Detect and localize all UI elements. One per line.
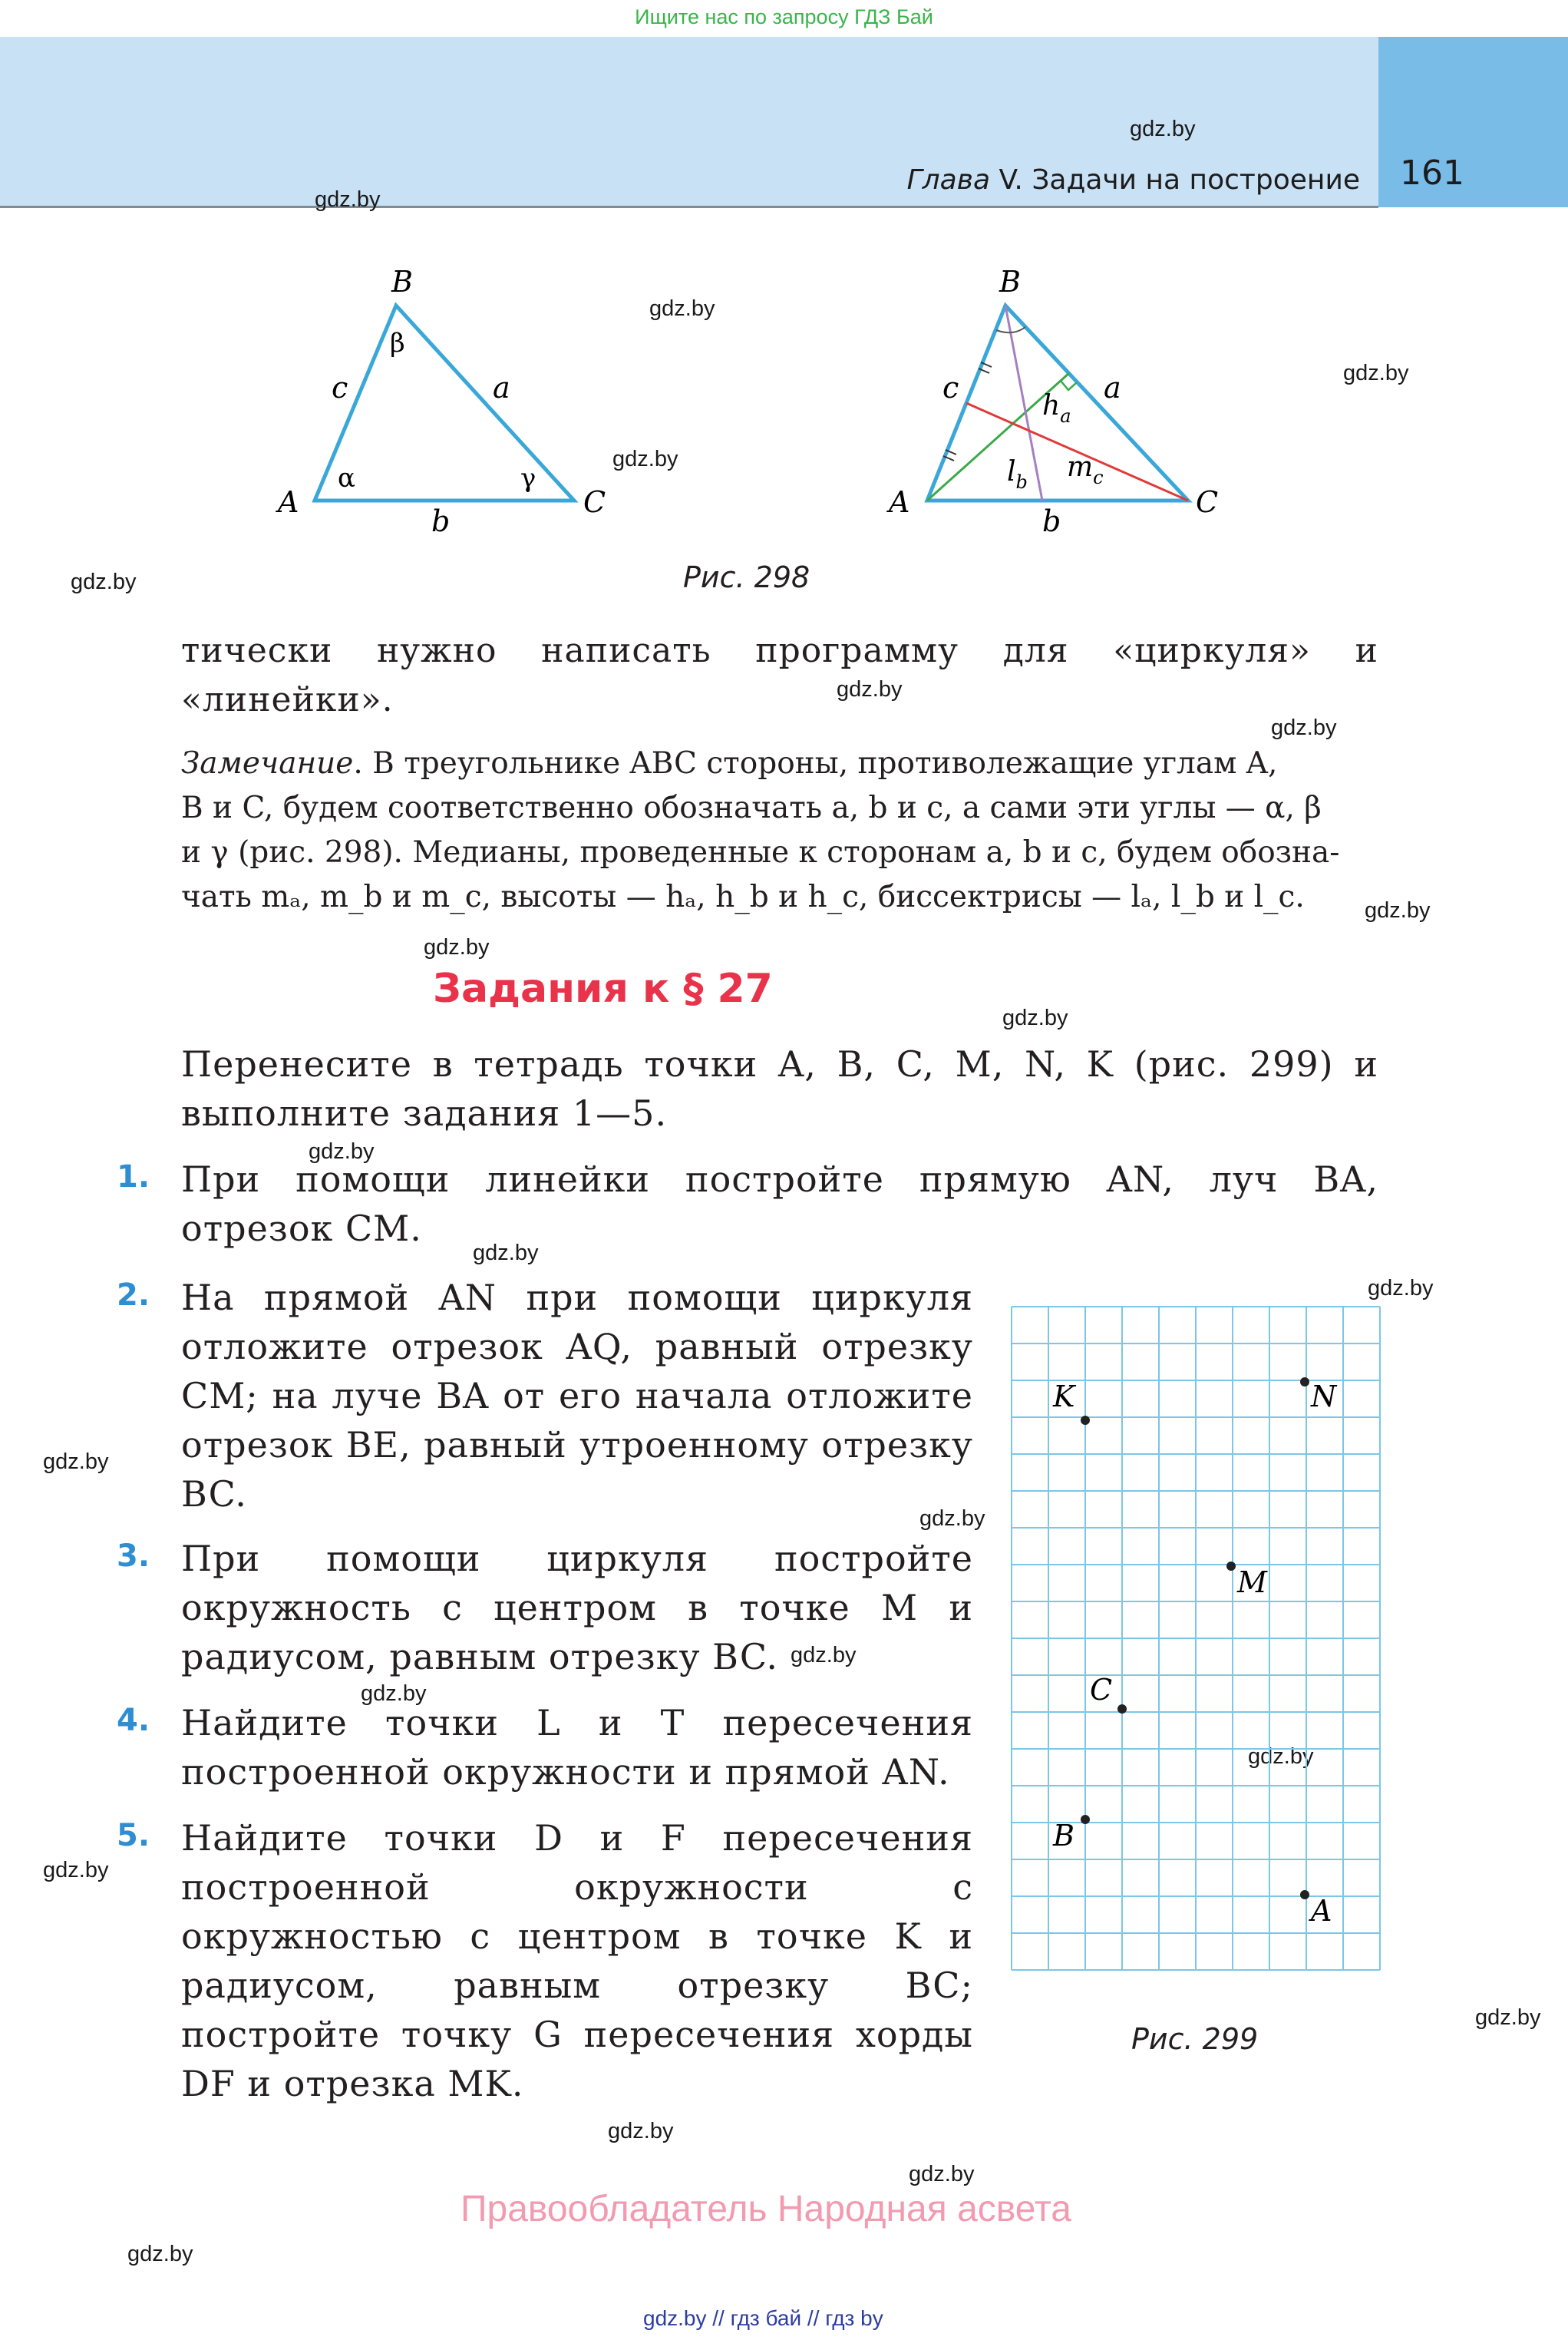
chapter-name: V. Задачи на построение bbox=[990, 164, 1360, 196]
watermark: gdz.by bbox=[43, 1449, 109, 1474]
task-text: На прямой AN при помощи циркуля отложите отрезок AQ, равный отрезку CM; на луче BA от его начала отложите отрезок BE, равный утроенному отрезку BC. bbox=[181, 1277, 973, 1515]
label-side-c: c bbox=[942, 371, 959, 405]
label-mc-main: m bbox=[1067, 451, 1094, 483]
figure-299-caption: Рис. 299 bbox=[1131, 2022, 1259, 2056]
chapter-label: Глава bbox=[906, 164, 990, 196]
label-angle-beta: β bbox=[390, 328, 405, 359]
label-vertex-c: C bbox=[1196, 485, 1219, 519]
paragraph-continuation: тически нужно написать программу для «циркуля» и «линейки». bbox=[181, 631, 1378, 719]
label-lb bbox=[1007, 456, 1028, 493]
note-line-1: . В треугольнике ABC стороны, противолежащие углам A, bbox=[353, 746, 1278, 781]
label-vertex-c: C bbox=[583, 485, 606, 519]
point-m bbox=[1226, 1562, 1236, 1571]
task-text: Найдите точки D и F пересечения построенной окружности с окружностью с центром в точке K и радиусом, равным отрезку BC; постройте точку G пересечения хорды DF и отрезка MK. bbox=[181, 1817, 973, 2104]
right-angle-mark bbox=[1061, 381, 1077, 390]
note-block bbox=[181, 742, 1378, 920]
note-line-3: и γ (рис. 298). Медианы, проведенные к сторонам a, b и c, будем обозна- bbox=[181, 835, 1340, 870]
watermark: gdz.by bbox=[608, 2119, 674, 2143]
watermark: gdz.by bbox=[1368, 1276, 1434, 1301]
note-line bbox=[181, 742, 1378, 786]
note-line-4: чать mₐ, m_b и m_c, высоты — hₐ, h_b и h_c, биссектрисы — lₐ, l_b и l_c. bbox=[181, 880, 1305, 914]
watermark: gdz.by bbox=[1130, 117, 1196, 141]
watermark: gdz.by bbox=[473, 1241, 539, 1265]
label-point-n: N bbox=[1311, 1380, 1337, 1413]
label-ha-sub: a bbox=[1060, 405, 1071, 427]
note-label: Замечание bbox=[181, 746, 354, 781]
task-number: 4. bbox=[117, 1703, 150, 1738]
label-side-a: a bbox=[493, 371, 510, 405]
chapter-title bbox=[890, 164, 1360, 196]
label-vertex-a: A bbox=[889, 485, 910, 519]
section-title: Задания к § 27 bbox=[433, 966, 773, 1012]
label-ha bbox=[1042, 390, 1071, 427]
label-side-a: a bbox=[1104, 371, 1121, 405]
point-k bbox=[1081, 1416, 1090, 1425]
figure-298 bbox=[261, 253, 1335, 560]
label-lb-main: l bbox=[1007, 456, 1016, 488]
point-b bbox=[1081, 1815, 1090, 1824]
watermark: gdz.by bbox=[1248, 1744, 1314, 1769]
note-line-2: B и C, будем соответственно обозначать a, b и c, а сами эти углы — α, β bbox=[181, 791, 1322, 825]
watermark: gdz.by bbox=[919, 1506, 985, 1531]
footer-links[interactable]: gdz.by // гдз бай // гдз by bbox=[643, 2306, 883, 2330]
label-side-c: c bbox=[332, 371, 348, 405]
watermark: gdz.by bbox=[1271, 716, 1337, 740]
watermark: gdz.by bbox=[612, 447, 678, 471]
header-divider bbox=[0, 206, 1378, 208]
label-side-b: b bbox=[1042, 504, 1061, 538]
watermark: gdz.by bbox=[909, 2162, 975, 2186]
point-c bbox=[1117, 1704, 1127, 1714]
label-angle-alpha: α bbox=[338, 463, 355, 494]
task-text: При помощи циркуля постройте окружность с центром в точке M и радиусом, равным отрезку BC. bbox=[181, 1538, 973, 1677]
page-number: 161 bbox=[1400, 154, 1464, 193]
label-point-b: B bbox=[1053, 1819, 1074, 1852]
watermark: gdz.by bbox=[43, 1858, 109, 1882]
label-angle-gamma: γ bbox=[520, 463, 536, 494]
watermark: gdz.by bbox=[361, 1681, 427, 1706]
copyright-holder: Правообладатель Народная асвета bbox=[460, 2189, 1071, 2229]
label-lb-sub: b bbox=[1015, 471, 1028, 493]
point-n bbox=[1300, 1377, 1309, 1386]
label-point-m: M bbox=[1237, 1565, 1267, 1599]
watermark: gdz.by bbox=[1365, 898, 1431, 923]
watermark: gdz.by bbox=[1475, 2005, 1541, 2030]
label-side-b: b bbox=[431, 504, 451, 538]
search-banner: Ищите нас по запросу ГДЗ Бай bbox=[635, 5, 933, 28]
figure-299-grid bbox=[1005, 1301, 1389, 1976]
label-point-a: A bbox=[1311, 1894, 1332, 1928]
watermark: gdz.by bbox=[127, 2242, 193, 2266]
label-vertex-b: B bbox=[391, 265, 413, 299]
tasks-intro: Перенесите в тетрадь точки A, B, C, M, N, K (рис. 299) и выполните задания 1—5. bbox=[181, 1043, 1378, 1134]
label-point-c: C bbox=[1090, 1673, 1113, 1707]
label-mc-sub: c bbox=[1093, 467, 1104, 488]
watermark: gdz.by bbox=[1002, 1006, 1068, 1030]
watermark: gdz.by bbox=[791, 1643, 857, 1667]
watermark: gdz.by bbox=[71, 570, 137, 594]
watermark: gdz.by bbox=[315, 187, 381, 212]
label-point-k: K bbox=[1053, 1380, 1075, 1413]
task-number: 2. bbox=[117, 1277, 150, 1313]
task-number: 1. bbox=[117, 1159, 150, 1195]
label-vertex-a: A bbox=[278, 485, 299, 519]
watermark: gdz.by bbox=[1343, 361, 1409, 385]
watermark: gdz.by bbox=[837, 677, 903, 702]
label-vertex-b: B bbox=[999, 265, 1021, 299]
watermark: gdz.by bbox=[649, 296, 715, 321]
watermark: gdz.by bbox=[424, 935, 490, 960]
watermark: gdz.by bbox=[309, 1139, 375, 1164]
label-ha-main: h bbox=[1042, 390, 1061, 421]
task-text: Найдите точки L и T пересечения построенной окружности и прямой AN. bbox=[181, 1702, 973, 1793]
task-number: 3. bbox=[117, 1539, 150, 1574]
task-number: 5. bbox=[117, 1818, 150, 1853]
task-text: При помощи линейки постройте прямую AN, луч BA, отрезок CM. bbox=[181, 1158, 1378, 1249]
point-a bbox=[1300, 1890, 1309, 1899]
label-mc bbox=[1067, 451, 1104, 488]
figure-298-caption: Рис. 298 bbox=[683, 560, 810, 594]
